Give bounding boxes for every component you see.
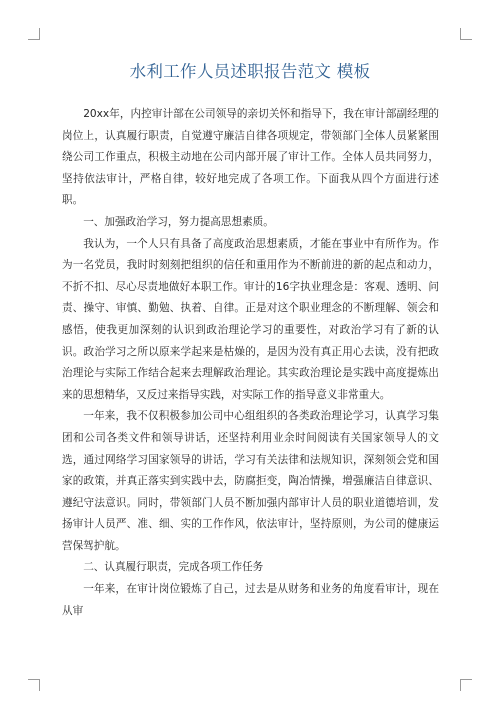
paragraph-duties: 一年来，在审计岗位锻炼了自己，过去是从财务和业务的角度看审计，现在从审: [62, 583, 439, 617]
paragraph-year-review: 一年来，我不仅积极参加公司中心组组织的各类政治理论学习，认真学习集团和公司各类文件和领导讲话，还坚持利用业余时间阅读有关国家领导人的文选，通过网络学习国家领导的讲话，学习有关法律和法规知识，深刻领会党和国家的政策，并真正落实到实践中去，防腐拒变，陶冶情操，增强廉洁自律意识、遵纪守法意识。同时，带领部门人员不断加强内部审计人员的职业道德培训，发扬审计人员严、准、细、实的工作作风，依法审计，坚持原则，为公司的健康运营保驾护航。: [62, 410, 439, 552]
document-body: [62, 104, 439, 622]
corner-mark-top-right: [460, 28, 472, 40]
paragraph-political-study: 我认为，一个人只有具备了高度政治思想素质，才能在事业中有所作为。作为一名党员，我时时刻刻把组织的信任和重用作为不断前进的新的起点和动力，不折不扣、尽心尽责地做好本职工作。审计的16字执业理念是：客观、透明、问责、操守、审慎、勤勉、执着、自律。正是对这个职业理念的不断理解、领会和感悟，使我更加深刻的认识到政治理论学习的重要性，对政治学习有了新的认识。政治学习之所以原来学起来是枯燥的，是因为没有真正用心去读，没有把政治理论与实际工作结合起来去理解政治理论。其实政治理论是实践中高度提炼出来的思想精华，又反过来指导实践，对实际工作的指导意义非常重大。: [62, 237, 439, 401]
section-heading-2: 二、认真履行职责，完成各项工作任务: [83, 561, 264, 574]
corner-mark-bottom-right: [460, 679, 472, 691]
paragraph-intro: 20xx年，内控审计部在公司领导的亲切关怀和指导下，我在审计部副经理的岗位上，认真履行职责，自觉遵守廉洁自律各项规定，带领部门全体人员紧紧围绕公司工作重点，积极主动地在公司内部开展了审计工作。全体人员共同努力，坚持依法审计，严格自律，较好地完成了各项工作。下面我从四个方面进行述职。: [62, 108, 439, 207]
document-title: 水利工作人员述职报告范文 模板: [129, 62, 371, 81]
corner-mark-bottom-left: [28, 679, 40, 691]
section-heading-1: 一、加强政治学习，努力提高思想素质。: [83, 215, 274, 228]
corner-mark-top-left: [28, 28, 40, 40]
